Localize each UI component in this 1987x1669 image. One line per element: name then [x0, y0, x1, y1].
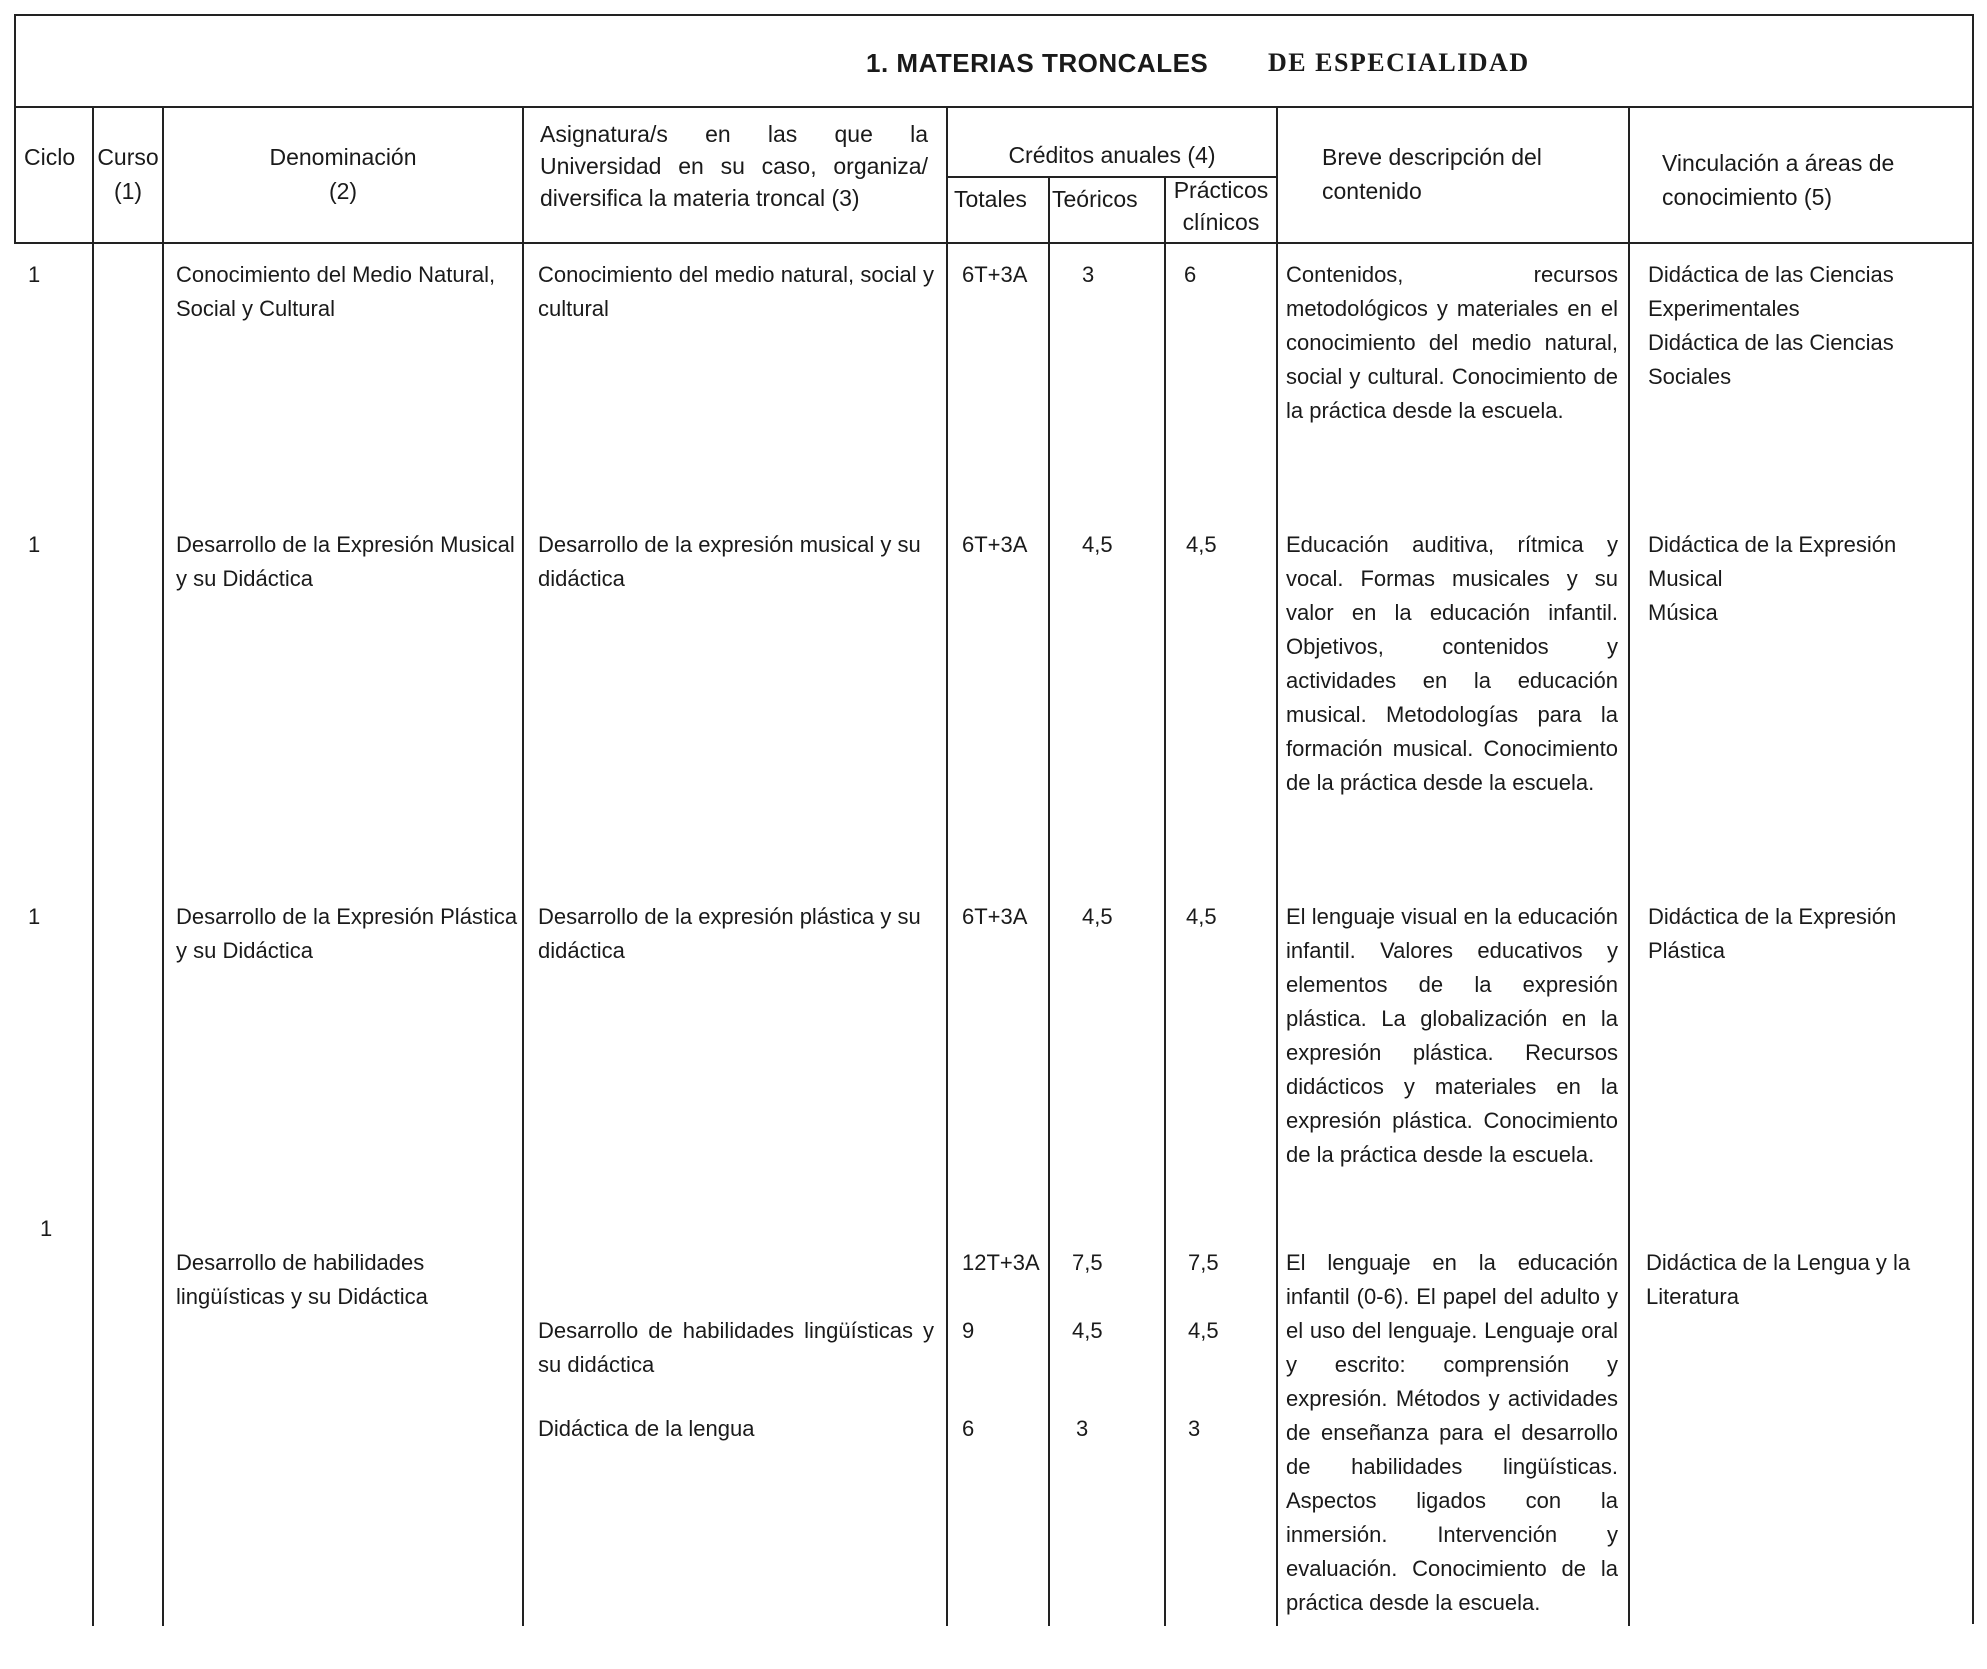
row-denominacion: Conocimiento del Medio Natural, Social y Cultural: [176, 262, 496, 321]
col-divider-denominacion: [162, 106, 164, 1626]
row-area: Música: [1648, 600, 1718, 625]
header-vinculacion: Vinculación a áreas de conocimiento (5): [1662, 150, 1895, 210]
header-bottom-border: [14, 242, 1974, 244]
row-practicos: 4,5: [1186, 532, 1217, 557]
row-area: Didáctica de la Expresión Musical: [1648, 532, 1897, 591]
col-divider-asignatura: [522, 106, 524, 1626]
row-totales: 6T+3A: [962, 262, 1028, 287]
row-teoricos: 4,5: [1082, 904, 1113, 929]
row-descripcion: El lenguaje en la educación infantil (0-6). El papel del adulto y el uso del lenguaje. Lenguaje oral y escrito: comprensión y expresión. Métodos y actividades de enseñanza para el desarrollo de habilidades lingüísticas. Aspectos ligados con la inmersión. Intervención y evaluación. Conocimiento de la práctica desde la escuela.: [1286, 1250, 1618, 1615]
row-ciclo: 1: [28, 532, 41, 557]
header-curso-label: Curso: [97, 144, 159, 170]
row-denominacion: Desarrollo de la Expresión Plástica y su Didáctica: [176, 904, 518, 963]
row-practicos: 6: [1184, 262, 1197, 287]
row-ciclo: 1: [28, 262, 41, 287]
table-right-border: [1972, 14, 1974, 1624]
header-curso-note: (1): [113, 178, 143, 204]
header-asignatura: Asignatura/s en las que la Universidad en su caso, organiza/ diversifica la materia troncal (3): [540, 121, 928, 211]
row-teoricos: 4,5: [1082, 532, 1113, 557]
row-sub-practicos: 4,5: [1188, 1318, 1219, 1343]
row-totales: 6T+3A: [962, 904, 1028, 929]
header-practicos: Prácticos clínicos: [1173, 177, 1269, 235]
header-ciclo: Ciclo: [24, 144, 76, 170]
row-descripcion: Contenidos, recursos metodológicos y materiales en el conocimiento del medio natural, social y cultural. Conocimiento de la práctica desde la escuela.: [1286, 262, 1618, 423]
row-practicos: 4,5: [1186, 904, 1217, 929]
section-title-specialty: DE ESPECIALIDAD: [1268, 48, 1530, 77]
header-descripcion: Breve descripción del contenido: [1322, 144, 1542, 204]
row-descripcion: El lenguaje visual en la educación infantil. Valores educativos y elementos de la expresión plástica. La globalización en la expresión plástica. Recursos didácticos y materiales en la expresión plástica. Conocimiento de la práctica desde la escuela.: [1286, 904, 1618, 1167]
header-teoricos: Teóricos: [1052, 186, 1138, 212]
row-descripcion: Educación auditiva, rítmica y vocal. Formas musicales y su valor en la educación infantil. Objetivos, contenidos y actividades en la educación musical. Metodologías para la formación musical. Conocimiento de la práctica desde la escuela.: [1286, 532, 1618, 795]
col-divider-teoricos: [1048, 176, 1050, 1626]
row-teoricos: 3: [1082, 262, 1095, 287]
table-top-border: [14, 14, 1974, 16]
row-sub-asignatura: Didáctica de la lengua: [538, 1416, 755, 1441]
row-sub-totales: 6: [962, 1416, 975, 1441]
header-totales: Totales: [954, 186, 1027, 212]
row-denominacion: Desarrollo de habilidades lingüísticas y su Didáctica: [176, 1250, 428, 1309]
row-denominacion: Desarrollo de la Expresión Musical y su Didáctica: [176, 532, 515, 591]
row-practicos: 7,5: [1188, 1250, 1219, 1275]
row-sub-asignatura: Desarrollo de habilidades lingüísticas y su didáctica: [538, 1318, 934, 1377]
section-title: [866, 48, 1208, 79]
row-sub-practicos: 3: [1188, 1416, 1201, 1441]
row-ciclo: 1: [40, 1216, 53, 1241]
table-left-border: [14, 14, 16, 242]
row-totales: 6T+3A: [962, 532, 1028, 557]
row-sub-totales: 9: [962, 1318, 975, 1343]
col-divider-descripcion: [1276, 106, 1278, 1626]
row-area: Didáctica de las Ciencias Sociales: [1648, 330, 1894, 389]
col-divider-curso: [92, 106, 94, 1626]
row-area: Didáctica de la Lengua y la Literatura: [1646, 1250, 1911, 1309]
col-divider-practicos: [1164, 176, 1166, 1626]
header-denominacion-label: Denominación: [269, 144, 417, 170]
row-ciclo: 1: [28, 904, 41, 929]
row-teoricos: 7,5: [1072, 1250, 1103, 1275]
title-bottom-border: [14, 106, 1974, 108]
header-denominacion: [164, 140, 522, 208]
header-creditos: Créditos anuales (4): [1008, 142, 1216, 168]
header-denominacion-note: (2): [328, 178, 358, 204]
col-divider-creditos: [946, 106, 948, 1626]
row-sub-teoricos: 4,5: [1072, 1318, 1103, 1343]
row-asignatura: Conocimiento del medio natural, social y cultural: [538, 262, 934, 321]
row-area: Didáctica de la Expresión Plástica: [1648, 904, 1897, 963]
row-area: Didáctica de las Ciencias Experimentales: [1648, 262, 1894, 321]
header-curso: [92, 140, 164, 208]
row-totales: 12T+3A: [962, 1250, 1040, 1275]
row-asignatura: Desarrollo de la expresión musical y su didáctica: [538, 532, 921, 591]
col-divider-vinculacion: [1628, 106, 1630, 1626]
row-asignatura: Desarrollo de la expresión plástica y su didáctica: [538, 904, 921, 963]
row-sub-teoricos: 3: [1076, 1416, 1089, 1441]
section-title-main: 1. MATERIAS TRONCALES: [866, 48, 1209, 78]
